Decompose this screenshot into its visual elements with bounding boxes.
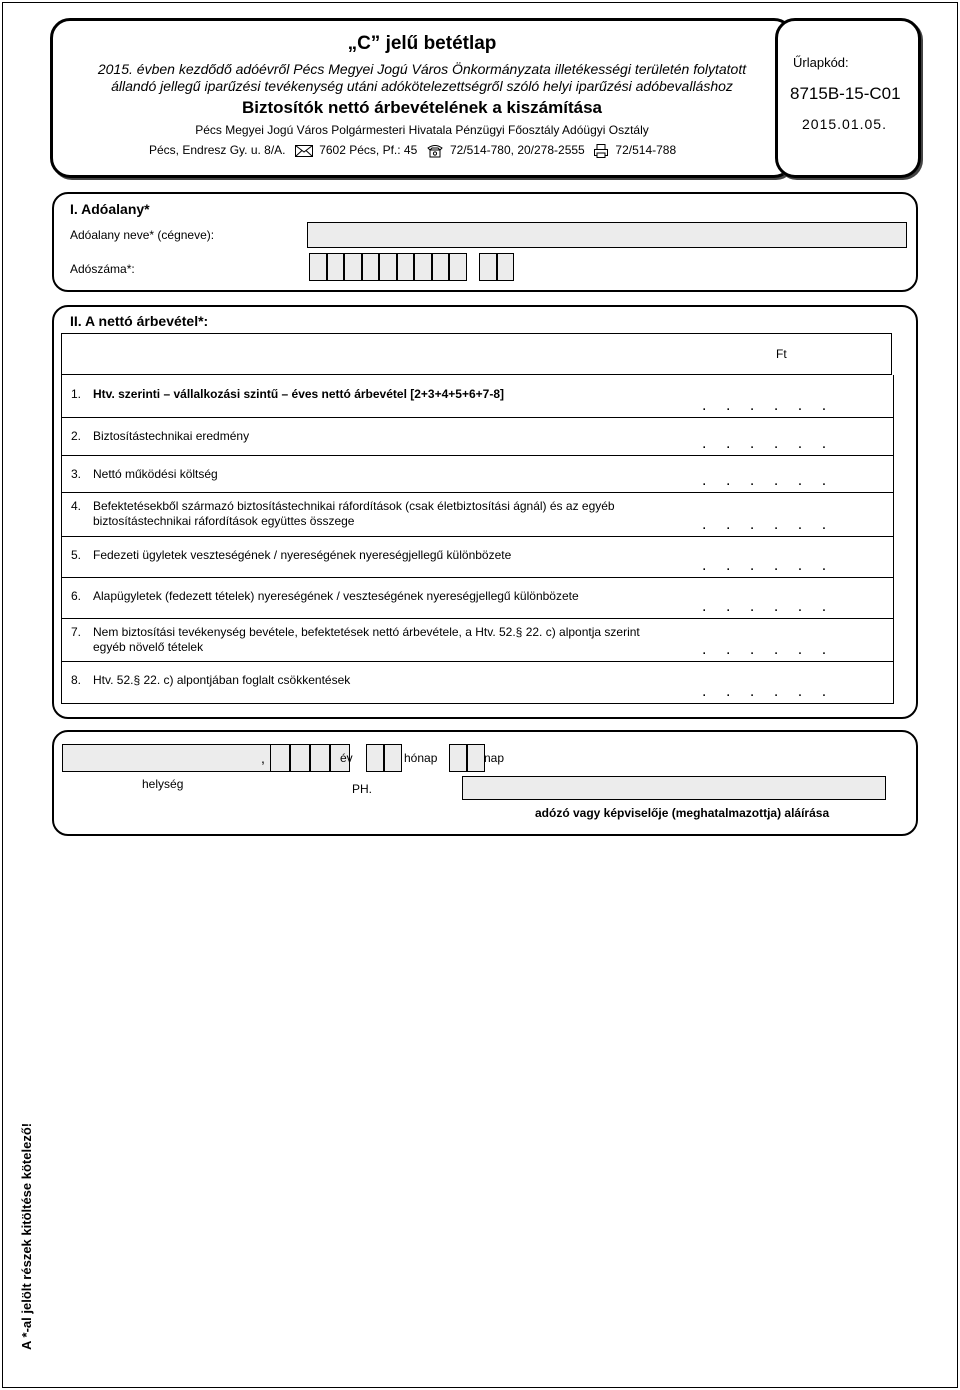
fax-number: 72/514-788 [615, 143, 677, 157]
address: Pécs, Endresz Gy. u. 8/A. [149, 143, 286, 157]
row-number: 2. [71, 429, 82, 443]
tax-number-digit[interactable] [379, 253, 397, 281]
day-digit-1[interactable] [449, 744, 467, 772]
row-text: Fedezeti ügyletek veszteségének / nyereségének nyereségjellegű különbözete [93, 548, 512, 562]
amount-field[interactable] [692, 492, 892, 536]
revenue-row [61, 417, 894, 456]
amount-field[interactable] [692, 577, 892, 618]
taxpayer-name-label: Adóalany neve* (cégneve): [70, 228, 215, 242]
amount-field[interactable] [692, 417, 892, 455]
tax-number-digit[interactable] [362, 253, 380, 281]
day-digit-2[interactable] [467, 744, 485, 772]
revenue-row [61, 536, 894, 578]
header-subtitle: Biztosítók nettó árbevételének a kiszámítása [242, 98, 602, 117]
row-number: 3. [71, 467, 82, 481]
fax-icon [594, 144, 608, 158]
amount-placeholder-dots: ...... [702, 683, 846, 700]
revenue-row [61, 577, 894, 619]
row-text-continued: egyéb növelő tételek [93, 640, 204, 654]
row-label [71, 499, 615, 529]
header-box [50, 18, 794, 178]
row-label [71, 625, 640, 655]
amount-field[interactable] [692, 536, 892, 577]
section1-title: I. Adóalany* [70, 201, 150, 217]
tax-number-digit[interactable] [397, 253, 415, 281]
stamp-label: PH. [352, 782, 373, 796]
row-label [71, 548, 511, 563]
place-label: helység [142, 777, 184, 791]
day-label: nap [484, 751, 505, 765]
amount-placeholder-dots: ...... [702, 472, 846, 489]
row-number: 7. [71, 625, 82, 639]
row-label [71, 467, 218, 482]
row-number: 4. [71, 499, 82, 513]
tax-number-label: Adószáma*: [70, 262, 135, 276]
section2-title: II. A nettó árbevétel*: [70, 313, 209, 329]
form-date: 2015.01.05. [802, 116, 887, 132]
tax-number-digit[interactable] [309, 253, 327, 281]
revenue-row [61, 455, 894, 493]
signature-section [52, 730, 918, 836]
row-label [71, 429, 249, 444]
envelope-icon [295, 145, 313, 157]
revenue-row [61, 661, 894, 704]
row-text: Htv. 52.§ 22. c) alpontjában foglalt csökkentések [93, 673, 351, 687]
revenue-row [61, 492, 894, 537]
amount-field[interactable] [692, 618, 892, 661]
form-code: 8715B-15-C01 [790, 84, 901, 103]
amount-placeholder-dots: ...... [702, 598, 846, 615]
tax-number-digit[interactable] [449, 253, 467, 281]
year-digit-3[interactable] [310, 744, 330, 772]
row-number: 1. [71, 387, 82, 401]
form-title: „C” jelű betétlap [347, 33, 497, 54]
taxpayer-name-field[interactable] [307, 222, 907, 248]
mandatory-note: A *-al jelölt részek kitöltése kötelező! [19, 1122, 34, 1350]
row-number: 8. [71, 673, 82, 687]
row-number: 5. [71, 548, 82, 562]
row-label [71, 387, 504, 402]
row-text: Alapügyletek (fedezett tételek) nyereségének / veszteségének nyereségjellegű különbözete [93, 589, 579, 603]
month-label: hónap [404, 751, 438, 765]
row-text: Nem biztosítási tevékenység bevétele, befektetések nettó árbevétele, a Htv. 52.§ 22. c) alpontja szerint [93, 625, 640, 639]
row-text: Befektetésekből származó biztosítástechnikai ráfordítások (csak életbiztosítási ágnál) és az egyéb [93, 499, 615, 513]
row-text-continued: biztosítástechnikai ráfordítások együttes összege [93, 514, 355, 528]
tax-number-digit[interactable] [497, 253, 515, 281]
signature-field[interactable] [462, 776, 886, 800]
month-digit-1[interactable] [366, 744, 384, 772]
form-code-box [775, 18, 921, 178]
tax-number-digit[interactable] [344, 253, 362, 281]
year-digit-2[interactable] [290, 744, 310, 772]
office-name: Pécs Megyei Jogú Város Polgármesteri Hivatala Pénzügyi Főosztály Adóügyi Osztály [195, 123, 649, 137]
amount-placeholder-dots: ...... [702, 641, 846, 658]
month-digit-2[interactable] [384, 744, 402, 772]
comma: , [261, 750, 265, 766]
tax-number-digit[interactable] [327, 253, 345, 281]
signer-label: adózó vagy képviselője (meghatalmazottja) aláírása [535, 806, 830, 820]
tax-number-digit[interactable] [479, 253, 497, 281]
row-text: Biztosítástechnikai eredmény [93, 429, 250, 443]
amount-placeholder-dots: ...... [702, 516, 846, 533]
amount-placeholder-dots: ...... [702, 557, 846, 574]
header-line2: állandó jellegű iparűzési tevékenység utáni adókötelezettségről szóló helyi iparűzési adóbevalláshoz [111, 78, 733, 94]
header-line1: 2015. évben kezdődő adóévről Pécs Megyei Jogú Város Önkormányzata illetékességi területén folytatott [97, 61, 747, 77]
postal-address: 7602 Pécs, Pf.: 45 [319, 143, 418, 157]
phone-icon [427, 144, 443, 158]
currency-label: Ft [776, 347, 787, 361]
amount-field[interactable] [692, 661, 892, 703]
amount-field[interactable] [692, 375, 892, 417]
tax-number-digit[interactable] [432, 253, 450, 281]
row-number: 6. [71, 589, 82, 603]
tax-number-digit[interactable] [414, 253, 432, 281]
amount-placeholder-dots: ...... [702, 435, 846, 452]
year-label: év [340, 751, 353, 765]
revenue-row [61, 618, 894, 662]
form-code-label: Űrlapkód: [793, 55, 849, 70]
row-text: Htv. szerinti – vállalkozási szintű – éves nettó árbevétel [2+3+4+5+6+7-8] [93, 387, 504, 401]
year-digit-1[interactable] [270, 744, 290, 772]
row-label [71, 589, 579, 604]
phone-numbers: 72/514-780, 20/278-2555 [449, 143, 585, 157]
revenue-row [61, 375, 894, 418]
row-text: Nettó működési költség [93, 467, 218, 481]
amount-placeholder-dots: ...... [702, 397, 846, 414]
section-taxpayer [52, 192, 918, 292]
section-net-revenue [52, 305, 918, 719]
currency-header [61, 333, 892, 375]
row-label [71, 673, 350, 688]
contact-line [149, 143, 676, 158]
amount-field[interactable] [692, 455, 892, 492]
